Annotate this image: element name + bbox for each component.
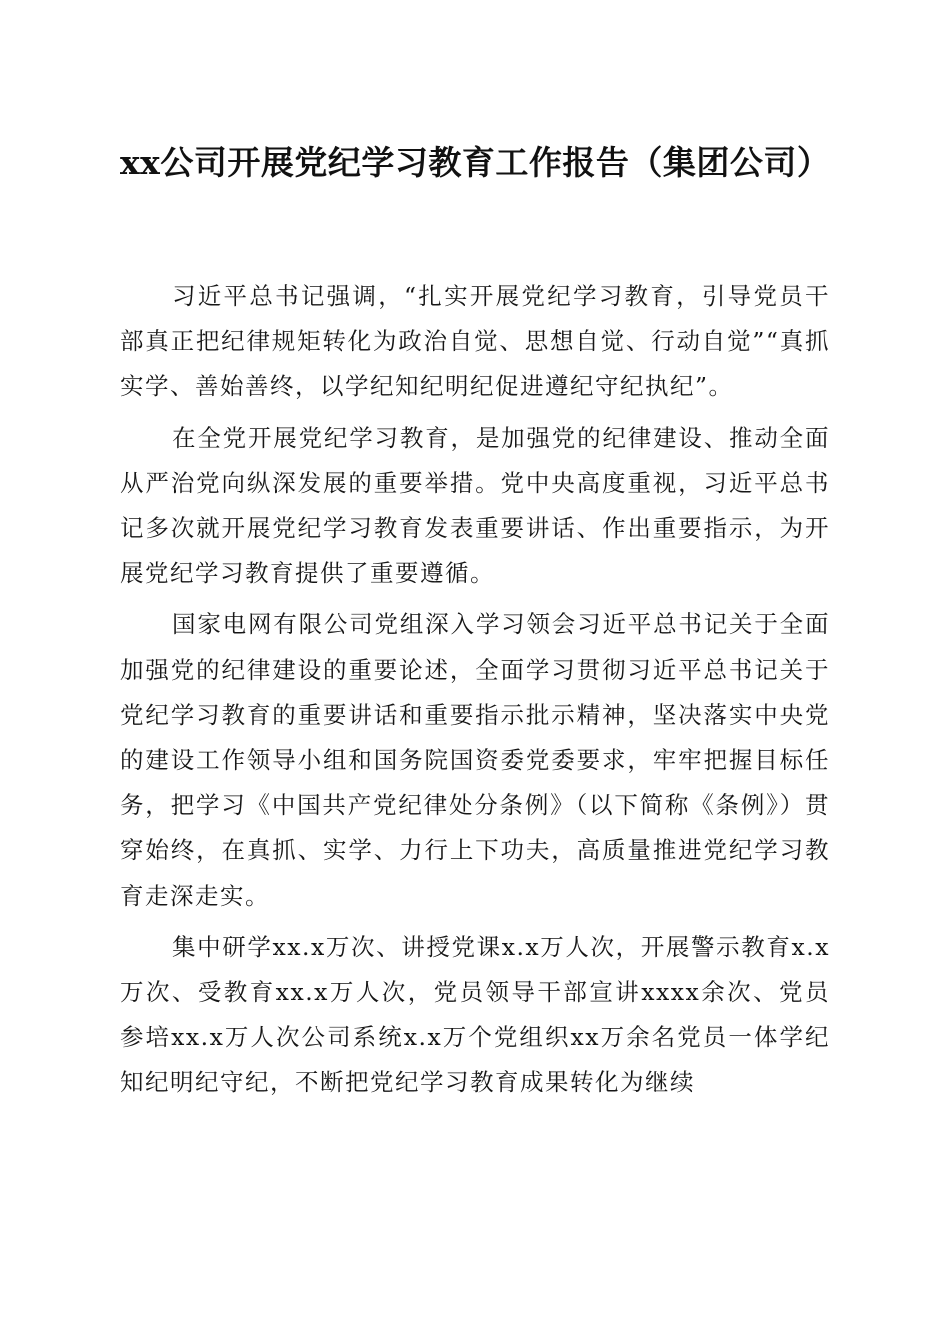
paragraph-2: 在全党开展党纪学习教育，是加强党的纪律建设、推动全面从严治党向纵深发展的重要举措。党中央高度重视，习近平总书记多次就开展党纪学习教育发表重要讲话、作出重要指示，为开展党纪学习教育提供了重要遵循。	[120, 423, 830, 588]
document-body	[120, 274, 830, 1112]
paragraph-4: 集中研学xx.x万次、讲授党课x.x万人次，开展警示教育x.x万次、受教育xx.x万人次，党员领导干部宣讲xxxx余次、党员参培xx.x万人次公司系统x.x万个党组织xx万余名党员一体学纪知纪明纪守纪，不断把党纪学习教育成果转化为继续	[120, 932, 830, 1097]
paragraph-1: 习近平总书记强调，“扎实开展党纪学习教育，引导党员干部真正把纪律规矩转化为政治自觉、思想自觉、行动自觉”“真抓实学、善始善终，以学纪知纪明纪促进遵纪守纪执纪”。	[120, 282, 830, 401]
paragraph-3: 国家电网有限公司党组深入学习领会习近平总书记关于全面加强党的纪律建设的重要论述，全面学习贯彻习近平总书记关于党纪学习教育的重要讲话和重要指示批示精神，坚决落实中央党的建设工作领导小组和国务院国资委党委要求，牢牢把握目标任务，把学习《中国共产党纪律处分条例》（以下简称《条例》）贯穿始终，在真抓、实学、力行上下功夫，高质量推进党纪学习教育走深走实。	[120, 610, 830, 910]
document-title: xx公司开展党纪学习教育工作报告（集团公司）	[120, 143, 831, 182]
